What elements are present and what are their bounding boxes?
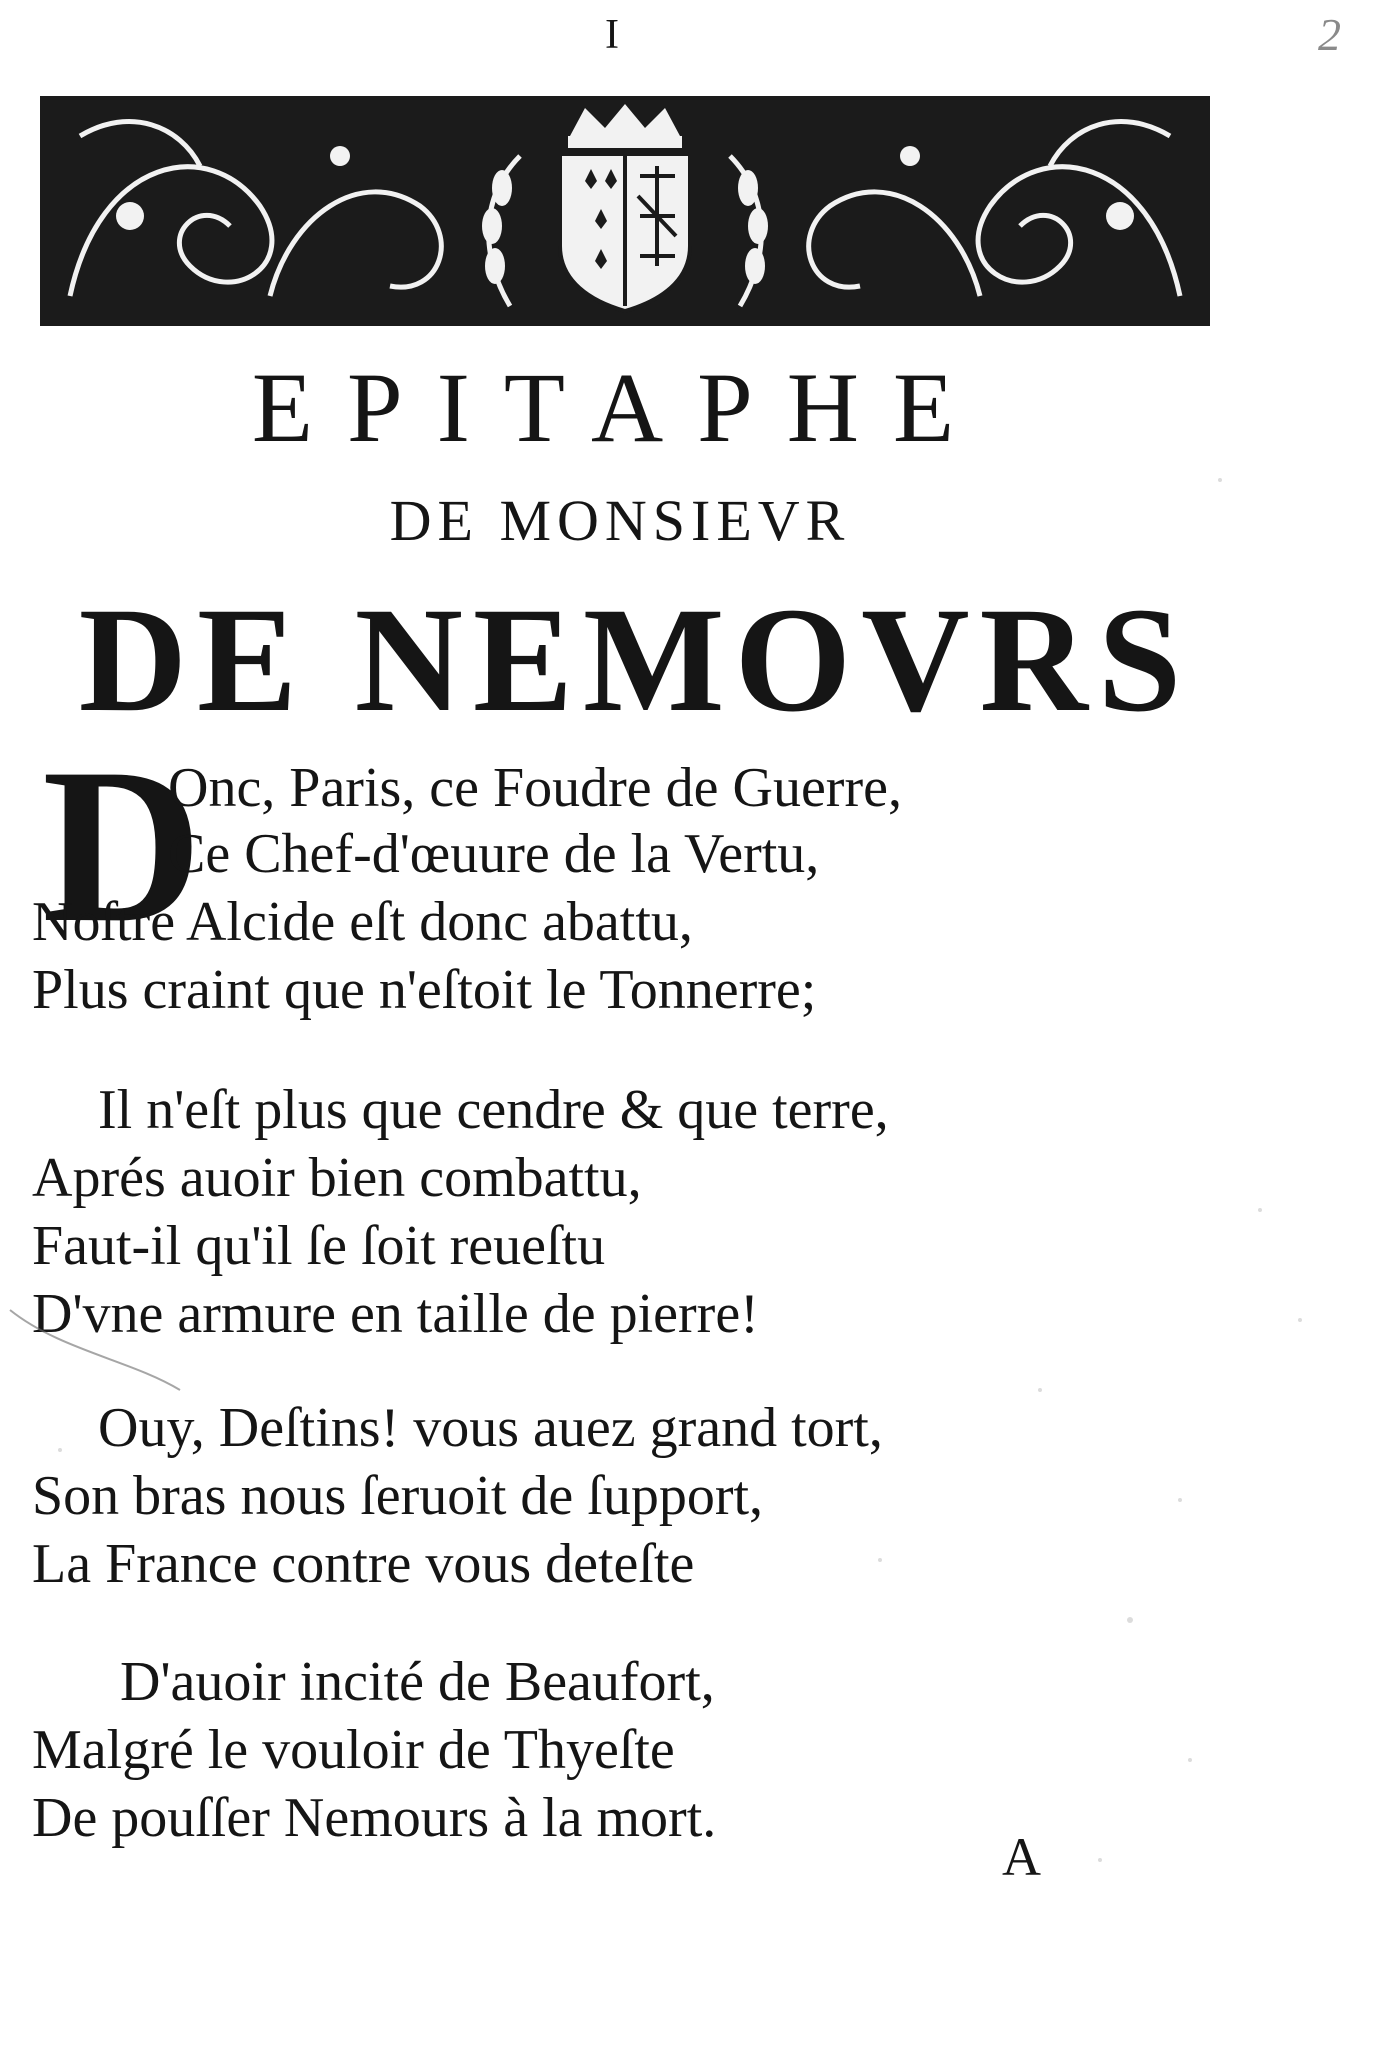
poem-line: Ce Chef-d'œuure de la Vertu, [168,823,820,885]
signature-mark: A [1002,1827,1041,1887]
title-de-nemours: DE NEMOVRS [78,577,1192,743]
poem-line: Son bras nous ſeruoit de ſupport, [32,1465,764,1527]
poem-line: Noſtre Alcide eſt donc abattu, [32,891,693,953]
ornamental-headpiece-icon [40,96,1210,326]
poem-line: Aprés auoir bien combattu, [32,1147,642,1209]
poem-line: Faut-il qu'il ſe ſoit reueſtu [32,1215,606,1277]
poem-line: De pouſſer Nemours à la mort. [32,1787,717,1849]
poem-line: Plus craint que n'eſtoit le Tonnerre; [32,959,817,1021]
drop-cap: D [42,723,203,969]
page-number: I [605,12,619,58]
title-de-monsieur: DE MONSIEVR [389,488,851,553]
poem-line: Il n'eſt plus que cendre & que terre, [98,1079,889,1141]
title-epitaphe: EPITAPHE [251,352,989,463]
margin-annotation: 2 [1318,9,1341,60]
poem-line: Malgré le vouloir de Thyeſte [32,1719,675,1781]
poem-line: La France contre vous deteſte [32,1533,695,1595]
poem-line: D'auoir incité de Beaufort, [120,1651,715,1713]
poem-line: Ouy, Deſtins! vous auez grand tort, [98,1397,883,1459]
poem-line: D'vne armure en taille de pierre! [32,1283,759,1345]
poem-line: Onc, Paris, ce Foudre de Guerre, [168,757,902,819]
